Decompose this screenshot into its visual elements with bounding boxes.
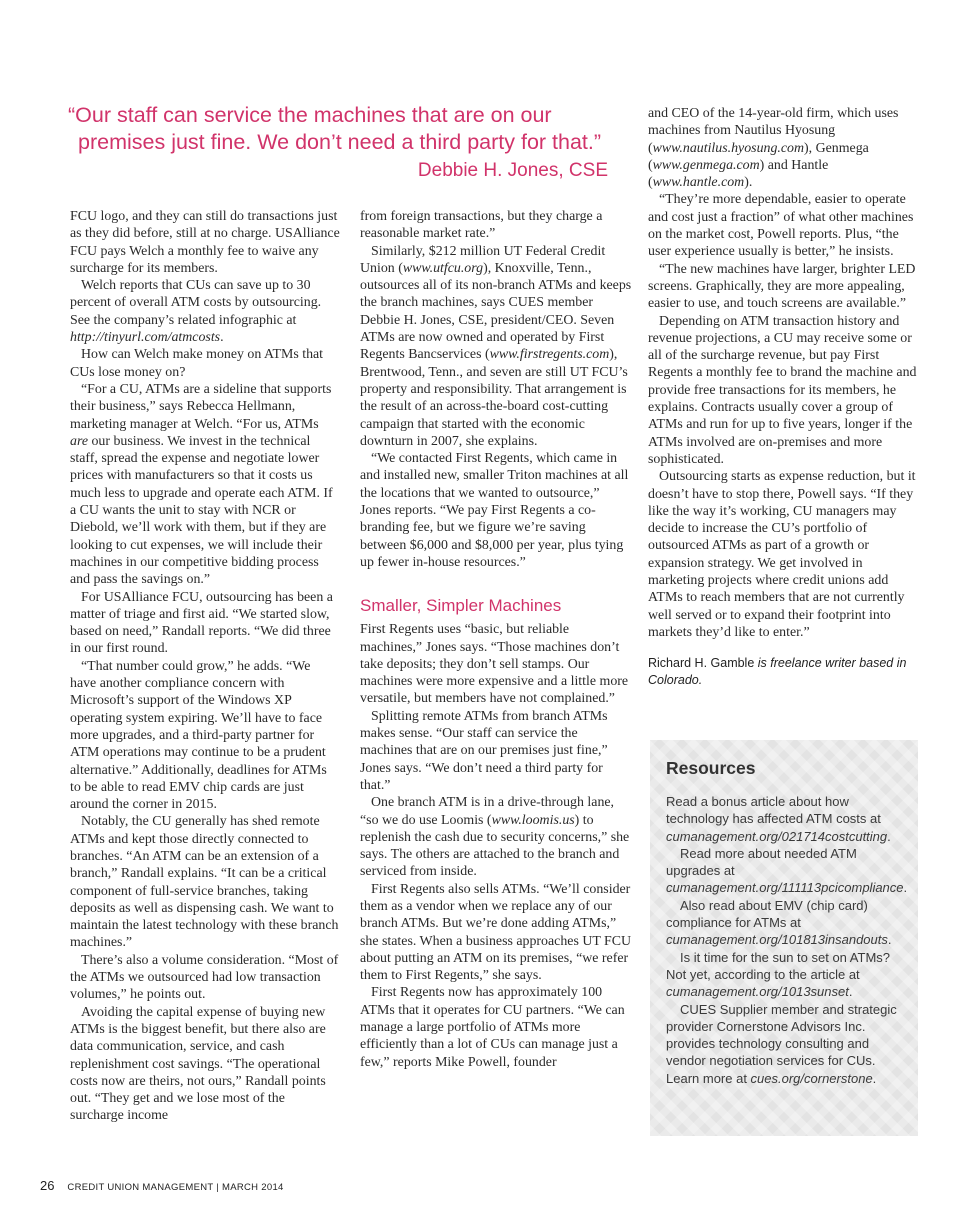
resource-item: [666, 1001, 902, 1087]
text: CUES Supplier member and strategic provider Cornerstone Advisors Inc. provides technology consulting and vendor negotiation services for CUs. Learn more at: [666, 1001, 897, 1086]
issue-date: MARCH 2014: [222, 1182, 284, 1193]
paragraph: “That number could grow,” he adds. “We have another compliance concern with Microsoft’s support of the Windows XP operating system expiring. We’ll have to face more upgrades, and a third-party partner for ATM operations may continue to be a prudent alternative.” Additionally, deadlines for ATMs to be able to read EMV chip cards are just around the corner in 2015.: [70, 658, 327, 813]
article-column-2: [360, 208, 632, 1071]
text: our business. We invest in the technical staff, spread the expense and negotiate lower prices with manufacturers so that it costs us much less to upgrade and operate each ATM. If a CU wants the unit to stay with NCR or Diebold, we’ll work with them, but if they are looking to cut expenses, we will include their machines in our competitive bidding process and pass the savings on.”: [70, 433, 333, 588]
publication-name: CREDIT UNION MANAGEMENT: [67, 1182, 214, 1193]
text: Also read about EMV (chip card) compliance for ATMs at: [666, 897, 868, 931]
text: ) and Hantle (: [648, 157, 829, 191]
firstregents-link[interactable]: www.firstregents.com: [489, 347, 610, 363]
text: .: [887, 828, 891, 844]
paragraph: Notably, the CU generally has shed remote ATMs and kept those directly connected to branches. “An ATM can be an extension of a branch,” Randall explains. “It can be a critical component of full-service branches, taking deposits as well as dispensing cash. We want to maintain the latest technology with these branch machines.”: [70, 814, 339, 951]
paragraph: [70, 381, 340, 589]
resource-link[interactable]: cumanagement.org/101813insandouts: [666, 932, 888, 948]
paragraph: There’s also a volume consideration. “Most of the ATMs we outsourced had low transaction volumes,” he points out.: [70, 952, 339, 1003]
pull-quote-line-2: premises just fine. We don’t need a third party for that.”: [78, 130, 602, 154]
resource-link[interactable]: cumanagement.org/021714costcutting: [666, 828, 888, 844]
text: .: [848, 984, 853, 1000]
text: Is it time for the sun to set on ATMs? Not yet, according to the article at: [666, 949, 891, 982]
text: Read more about needed ATM upgrades at: [666, 845, 857, 879]
resources-sidebar: [650, 740, 918, 1136]
paragraph: from foreign transactions, but they charge a reasonable market rate.”: [360, 209, 603, 242]
paragraph: Avoiding the capital expense of buying new ATMs is the biggest benefit, but there also are data communication, service, and cash replenishment cost savings. “The operational costs now are theirs, not ours,” Randall points out. “They get and we lose most of the surcharge income: [70, 1004, 326, 1124]
paragraph: “They’re more dependable, easier to operate and cost just a fraction” of what other machines on the market cost, Powell reports. Plus, “the user experience usually is better,” he insists.: [648, 192, 914, 260]
utfcu-link[interactable]: www.utfcu.org: [402, 260, 484, 276]
pull-quote: [68, 102, 628, 184]
resource-link[interactable]: cumanagement.org/1013sunset: [666, 984, 849, 1000]
paragraph: First Regents uses “basic, but reliable machines,” Jones says. “Those machines don’t take deposits; they don’t sell stamps. Our machines were more expensive and a little more versatile, but members have not complained.”: [360, 622, 629, 707]
hantle-link[interactable]: www.hantle.com: [652, 175, 745, 191]
paragraph: For USAlliance FCU, outsourcing has been a matter of triage and first aid. “We started slow, based on need,” Randall reports. “We did three in our first round.: [70, 589, 333, 657]
author-credit: [648, 655, 920, 689]
text: ).: [744, 175, 753, 191]
resource-item: [666, 793, 902, 845]
footer-separator: |: [216, 1182, 220, 1193]
text: ), Brentwood, Tenn., and seven are still UT FCU’s property and responsibility. That arrangement is the result of an across-the-board cost-cutting campaign that started with the economic downturn in 2007, she explains.: [360, 347, 628, 449]
paragraph: First Regents also sells ATMs. “We’ll consider them as a vendor when we replace any of our branch ATMs. But we’re done adding ATMs,” she states. When a business approaches UT FCU about putting an ATM on its premises, “we refer them to First Regents,” she says.: [360, 881, 632, 984]
nautilus-link[interactable]: www.nautilus.hyosung.com: [652, 140, 805, 156]
resource-link[interactable]: cues.org/cornerstone: [750, 1070, 873, 1086]
page-footer: [40, 1178, 284, 1193]
text: “For a CU, ATMs are a sideline that supports their business,” says Rebecca Hellmann, marketing manager at Welch. “For us, ATMs: [70, 381, 332, 432]
paragraph: How can Welch make money on ATMs that CUs lose money on?: [70, 347, 324, 380]
paragraph: “We contacted First Regents, which came in and installed new, smaller Triton machines at all the locations that we wanted to outsource,” Jones reports. “We pay First Regents a co-branding fee, but we figure we’re saving between $6,000 and $8,000 per year, plus tying up fewer in-house resources.”: [360, 451, 629, 570]
pull-quote-attribution: Debbie H. Jones, CSE: [417, 160, 608, 181]
text: ) to replenish the cash due to security concerns,” she says. The others are attached to the branch and serviced from inside.: [360, 812, 630, 880]
text: .: [903, 880, 908, 896]
genmega-link[interactable]: www.genmega.com: [652, 157, 760, 173]
text: .: [887, 932, 892, 948]
paragraph: Depending on ATM transaction history and revenue projections, a CU may receive some or all of the surcharge revenue, but pay First Regents a monthly fee to brand the machine and provide free transactions for its members, he explains. Contracts usually cover a group of ATMs and run for up to five years, longer if the ATMs involved are on-premises and more sophisticated.: [648, 313, 917, 467]
resource-item: [666, 897, 902, 949]
article-column-3: [648, 105, 920, 689]
paragraph: FCU logo, and they can still do transactions just as they did before, still at no charge. USAlliance FCU pays Welch a monthly fee to waive any surcharge for its members.: [70, 209, 340, 276]
section-subhead: Smaller, Simpler Machines: [360, 596, 562, 616]
pull-quote-line-1: “Our staff can service the machines that are on our: [68, 103, 552, 127]
paragraph: Outsourcing starts as expense reduction, but it doesn’t have to stop there, Powell says. “If they like the way it’s working, CU managers may decide to increase the CU’s portfolio of outsourced ATMs as part of a growth or expansion strategy. We get involved in marketing projects where credit unions add ATMs to reach members that are not currently well served or to expand their footprint into markets they’d like to enter.”: [648, 469, 916, 640]
resource-item: [666, 845, 908, 897]
text: Read a bonus article about how technology has affected ATM costs at: [666, 794, 881, 827]
resource-item: [666, 949, 902, 1001]
text: Similarly, $212 million UT Federal Credit Union (: [360, 243, 606, 276]
infographic-link[interactable]: http://tinyurl.com/atmcosts: [70, 330, 221, 346]
loomis-link[interactable]: www.loomis.us: [491, 812, 575, 828]
resources-title: Resources: [666, 758, 756, 778]
author-name: Richard H. Gamble: [648, 656, 755, 671]
emphasis: are: [70, 433, 89, 449]
author-bio: is freelance writer based in Colorado.: [648, 656, 907, 688]
paragraph: [360, 794, 632, 880]
paragraph: Splitting remote ATMs from branch ATMs makes sense. “Our staff can service the machines that are on our premises just fine,” Jones says. “We don’t need a third party for that.”: [360, 708, 608, 793]
text: Welch reports that CUs can save up to 30 percent of overall ATM costs by outsourcing. See the company’s related infographic at: [70, 278, 322, 328]
text: ), Knoxville, Tenn., outsources all of its non-branch ATMs and keeps the branch machines, says CUES member Debbie H. Jones, CSE, president/CEO. Seven ATMs are now owned and operated by First Regents Bancservices (: [360, 260, 632, 363]
paragraph: First Regents now has approximately 100 ATMs that it operates for CU partners. “We can manage a large portfolio of ATMs more efficiently than a lot of CUs can manage just a few,” reports Mike Powell, founder: [360, 985, 625, 1070]
paragraph: [648, 105, 920, 191]
text: and CEO of the 14-year-old firm, which uses machines from Nautilus Hyosung (: [648, 106, 899, 156]
text: One branch ATM is in a drive-through lane, “so we do use Loomis (: [360, 795, 615, 828]
text: .: [872, 1070, 877, 1086]
paragraph: [360, 243, 632, 451]
paragraph: “The new machines have larger, brighter LED screens. Graphically, they are more appealing, easier to use, and touch screens are available.”: [648, 261, 916, 312]
article-column-1: [70, 208, 340, 1125]
page-number: 26: [40, 1178, 55, 1193]
resource-link[interactable]: cumanagement.org/111113pcicompliance: [666, 880, 904, 896]
paragraph: [70, 277, 340, 346]
text: ), Genmega (: [648, 140, 869, 173]
text: .: [220, 330, 224, 346]
